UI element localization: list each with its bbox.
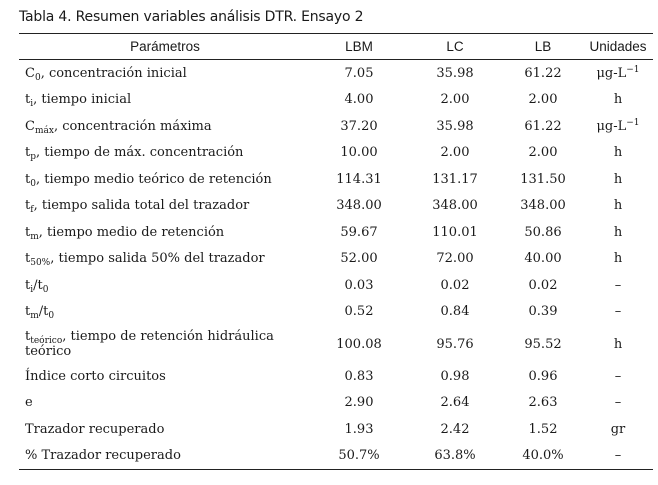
value-lc: 95.76: [436, 336, 474, 352]
value-lb: 2.00: [528, 92, 558, 108]
unit-cell: [583, 166, 653, 193]
param-symbol-subscript: 0: [30, 178, 36, 189]
value-lb: 0.96: [528, 368, 558, 384]
param-label: tiempo inicial: [41, 92, 132, 108]
unit-text: h: [613, 251, 623, 267]
table-row: [19, 299, 653, 326]
param-symbol: t: [25, 224, 31, 240]
unit-text: h: [613, 336, 623, 352]
param-label: tiempo medio de retención: [47, 224, 225, 240]
unit-cell: [583, 140, 653, 167]
param-separator: ,: [35, 171, 45, 187]
value-lbm: 114.31: [336, 171, 382, 187]
unit-superscript: −1: [626, 64, 640, 75]
param-cell: [19, 390, 311, 417]
unit-cell: [583, 219, 653, 246]
unit-cell: [583, 325, 653, 363]
unit-cell: [583, 443, 653, 470]
unit-cell: [583, 113, 653, 140]
param-cell: [19, 193, 311, 220]
param-symbol-subscript: m: [30, 231, 39, 242]
value-lbm: 0.83: [344, 368, 374, 384]
value-lb: 1.52: [528, 421, 558, 437]
param-symbol-subscript: máx: [34, 125, 54, 136]
value-lc: 110.01: [432, 224, 478, 240]
value-lc: 2.00: [440, 145, 470, 161]
param-separator: ,: [53, 118, 63, 134]
param-symbol-subscript: 50%: [30, 258, 51, 269]
unit-cell: [583, 272, 653, 299]
value-lc: 2.00: [440, 92, 470, 108]
value-lbm: 59.67: [340, 224, 378, 240]
param-cell: [19, 246, 311, 273]
unit-cell: [583, 87, 653, 114]
value-lbm: 52.00: [340, 251, 378, 267]
table-row: [19, 363, 653, 390]
param-symbol: C: [25, 118, 35, 134]
unit-text: μg-L: [596, 118, 627, 134]
param-cell: [19, 219, 311, 246]
param-label: t: [37, 277, 43, 293]
value-lc: 63.8%: [407, 443, 503, 470]
unit-text: –: [614, 304, 622, 320]
unit-text: h: [613, 171, 623, 187]
param-symbol: t: [25, 171, 31, 187]
unit-text: –: [614, 368, 622, 384]
value-lb: 2.00: [528, 145, 558, 161]
value-lbm: 1.93: [344, 421, 374, 437]
dtr-summary-table: [19, 33, 653, 470]
table-row: [19, 193, 653, 220]
param-symbol-subscript: i: [30, 99, 34, 110]
param-separator: ,: [62, 329, 71, 344]
unit-cell: [583, 193, 653, 220]
table-row: [19, 87, 653, 114]
param-label: tiempo de retención hidráulica teórico: [25, 329, 274, 359]
param-cell: [19, 363, 311, 390]
value-lbm: 4.00: [344, 92, 374, 108]
header-parametros: Parámetros: [19, 34, 311, 60]
value-lc: 0.98: [440, 368, 470, 384]
table-row: [19, 219, 653, 246]
unit-cell: [583, 246, 653, 273]
param-cell: [19, 113, 311, 140]
unit-text: –: [614, 448, 622, 464]
param-cell: [19, 140, 311, 167]
table-row: [19, 166, 653, 193]
value-lb: 348.00: [520, 198, 566, 214]
param-symbol-subscript: m: [30, 311, 39, 322]
value-lb: 61.22: [524, 118, 562, 134]
unit-text: –: [614, 277, 622, 293]
value-lbm: 50.7%: [311, 443, 407, 470]
param-separator: ,: [50, 251, 59, 267]
unit-cell: [583, 299, 653, 326]
table-row: [19, 325, 653, 363]
table-body: [19, 60, 653, 470]
unit-text: μg-L: [596, 65, 627, 81]
table-caption: Tabla 4. Resumen variables análisis DTR. Ensayo 2: [19, 9, 364, 25]
value-lb: 131.50: [520, 171, 566, 187]
unit-text: gr: [610, 421, 626, 437]
param-label: tiempo de máx. concentración: [44, 145, 244, 161]
value-lb: 0.39: [528, 304, 558, 320]
value-lbm: 7.05: [344, 65, 374, 81]
param-label: tiempo medio teórico de retención: [44, 171, 272, 187]
param-symbol: t: [25, 198, 31, 214]
unit-text: h: [613, 198, 623, 214]
unit-cell: [583, 390, 653, 417]
value-lc: 0.84: [440, 304, 470, 320]
param-cell: [19, 443, 311, 470]
param-symbol-subscript: i: [30, 284, 34, 295]
param-symbol: t: [25, 304, 31, 320]
header-lb: LB: [503, 34, 583, 60]
param-cell: [19, 166, 311, 193]
value-lbm: 0.52: [344, 304, 374, 320]
param-label: concentración máxima: [62, 118, 212, 134]
table-row: [19, 60, 653, 87]
param-cell: [19, 325, 311, 363]
param-cell: [19, 416, 311, 443]
value-lc: 72.00: [436, 251, 474, 267]
param-symbol-subscript: teórico: [30, 336, 63, 346]
param-separator: /: [38, 304, 44, 320]
header-lbm: LBM: [311, 34, 407, 60]
value-lbm: 0.03: [344, 277, 374, 293]
unit-text: h: [613, 145, 623, 161]
param-symbol: t: [25, 277, 31, 293]
unit-cell: [583, 416, 653, 443]
param-label: tiempo salida total del trazador: [41, 198, 250, 214]
value-lb: 50.86: [524, 224, 562, 240]
value-lb: 40.00: [524, 251, 562, 267]
param-label-subscript: 0: [48, 311, 55, 322]
value-lbm: 100.08: [336, 336, 382, 352]
param-label: tiempo salida 50% del trazador: [58, 251, 265, 267]
param-symbol: t: [25, 92, 31, 108]
value-lbm: 2.90: [344, 395, 374, 411]
value-lbm: 37.20: [340, 118, 378, 134]
value-lb: 61.22: [524, 65, 562, 81]
param-cell: [19, 87, 311, 114]
param-symbol-subscript: p: [30, 152, 36, 163]
unit-text: h: [613, 92, 623, 108]
value-lc: 131.17: [432, 171, 478, 187]
unit-superscript: −1: [626, 117, 640, 128]
table-row: [19, 140, 653, 167]
table-row: [19, 246, 653, 273]
value-lc: 348.00: [432, 198, 478, 214]
param-label: Índice corto circuitos: [25, 368, 166, 384]
param-cell: [19, 272, 311, 299]
value-lc: 2.42: [440, 421, 470, 437]
param-separator: ,: [38, 224, 48, 240]
param-label: e: [25, 395, 33, 411]
param-symbol: t: [25, 329, 31, 344]
param-label: concentración inicial: [48, 65, 187, 81]
header-unidades: Unidades: [583, 34, 653, 60]
param-symbol: t: [25, 251, 31, 267]
param-symbol: C: [25, 65, 35, 81]
value-lbm: 348.00: [336, 198, 382, 214]
unit-text: –: [614, 395, 622, 411]
table-row: [19, 390, 653, 417]
table-row: [19, 272, 653, 299]
param-separator: ,: [33, 198, 42, 214]
value-lc: 35.98: [436, 118, 474, 134]
param-cell: [19, 299, 311, 326]
param-label: % Trazador recuperado: [25, 448, 181, 464]
unit-text: h: [613, 224, 623, 240]
value-lbm: 10.00: [340, 145, 378, 161]
value-lc: 0.02: [440, 277, 470, 293]
param-separator: /: [33, 277, 38, 293]
param-label-subscript: 0: [42, 284, 49, 295]
param-symbol-subscript: f: [30, 205, 34, 216]
param-label: Trazador recuperado: [25, 421, 165, 437]
value-lb: 0.02: [528, 277, 558, 293]
unit-cell: [583, 363, 653, 390]
param-separator: ,: [40, 65, 49, 81]
param-cell: [19, 60, 311, 87]
param-symbol-subscript: 0: [34, 72, 41, 83]
param-separator: ,: [33, 92, 42, 108]
header-lc: LC: [407, 34, 503, 60]
param-label: t: [43, 304, 49, 320]
param-separator: ,: [36, 145, 45, 161]
value-lb: 40.0%: [503, 443, 583, 470]
value-lc: 35.98: [436, 65, 474, 81]
value-lb: 95.52: [524, 336, 562, 352]
param-symbol: t: [25, 145, 31, 161]
header-row: [19, 34, 653, 60]
table-row: [19, 113, 653, 140]
unit-cell: [583, 60, 653, 87]
value-lb: 2.63: [528, 395, 558, 411]
value-lc: 2.64: [440, 395, 470, 411]
table-row: [19, 443, 653, 470]
table-row: [19, 416, 653, 443]
